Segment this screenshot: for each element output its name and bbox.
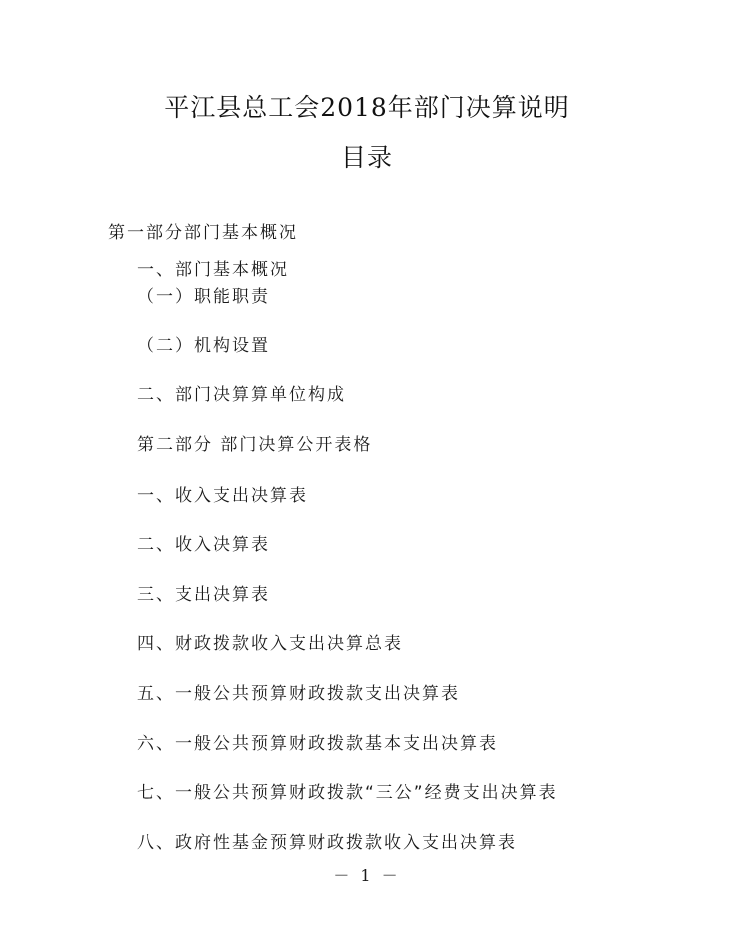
toc-part-1-section-1: 一、部门基本概况	[137, 260, 289, 280]
toc-part-1-section-2: 二、部门决算算单位构成	[137, 385, 346, 405]
toc-part-1-item-2: （二）机构设置	[137, 336, 270, 356]
toc-part-2-table-2: 二、收入决算表	[137, 535, 270, 555]
toc-part-2-table-5: 五、一般公共预算财政拨款支出决算表	[137, 684, 460, 704]
toc-part-2-table-4: 四、财政拨款收入支出决算总表	[137, 634, 403, 654]
toc-part-2: 第二部分 部门决算公开表格	[137, 435, 373, 455]
toc-part-2-table-6: 六、一般公共预算财政拨款基本支出决算表	[137, 734, 498, 754]
toc-part-2-table-3: 三、支出决算表	[137, 585, 270, 605]
toc-part-2-table-1: 一、收入支出决算表	[137, 486, 308, 506]
toc-part-1: 第一部分部门基本概况	[108, 223, 298, 243]
toc-part-2-table-8: 八、政府性基金预算财政拨款收入支出决算表	[137, 833, 517, 853]
toc-part-2-table-7: 七、一般公共预算财政拨款“三公”经费支出决算表	[137, 783, 558, 803]
document-title: 平江县总工会2018年部门决算说明	[164, 93, 570, 122]
page-number: － 1 －	[333, 866, 401, 885]
toc-part-1-item-1: （一）职能职责	[137, 287, 270, 307]
document-subtitle: 目录	[340, 143, 393, 172]
